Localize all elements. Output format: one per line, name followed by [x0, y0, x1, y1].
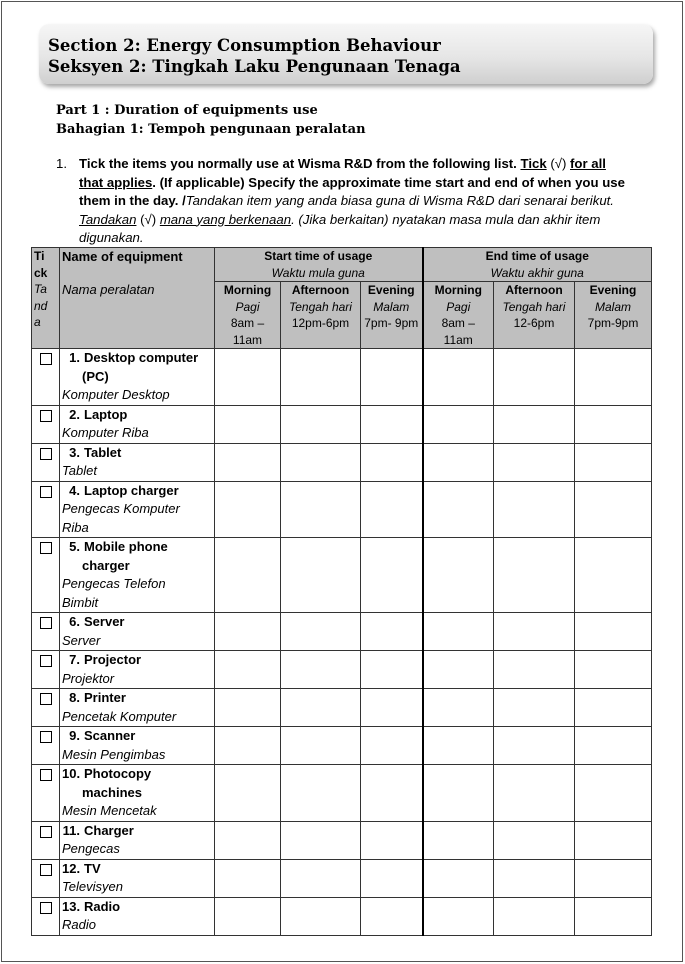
item-checkbox[interactable] — [40, 486, 52, 498]
equipment-name — [62, 444, 212, 463]
end-time-entry-2[interactable] — [494, 689, 575, 727]
equipment-name-ms: Tablet — [62, 463, 97, 478]
slot-ms: Malam — [373, 299, 410, 314]
start-time-entry-1[interactable] — [215, 897, 281, 935]
end-time-entry-1[interactable] — [423, 727, 494, 765]
table-header-row-1 — [32, 248, 652, 282]
table-row — [32, 613, 652, 651]
start-time-entry-3[interactable] — [361, 538, 423, 613]
equipment-number: 12. — [62, 860, 81, 876]
equipment-name-ms: Komputer Desktop — [62, 387, 170, 402]
equipment-name-cell — [60, 727, 215, 765]
equipment-name-en-cont: machines — [82, 784, 142, 800]
equipment-name-cell — [60, 538, 215, 613]
end-time-entry-2[interactable] — [494, 897, 575, 935]
equipment-name-en: TV — [84, 860, 101, 876]
end-time-entry-2[interactable] — [494, 613, 575, 651]
end-time-entry-1[interactable] — [423, 405, 494, 443]
start-time-entry-3[interactable] — [361, 405, 423, 443]
start-time-entry-2[interactable] — [281, 727, 361, 765]
equipment-name — [62, 482, 212, 501]
question-ms-tick: Tandakan — [79, 211, 137, 227]
slot-time: 8am – 11am — [230, 316, 265, 347]
section-banner — [39, 24, 653, 84]
equipment-name-en: Server — [84, 614, 125, 629]
end-time-entry-1[interactable] — [423, 821, 494, 859]
start-time-entry-2[interactable] — [281, 689, 361, 727]
table-row — [32, 651, 652, 689]
equipment-name-ms: Pengecas Komputer — [62, 501, 180, 516]
end-time-entry-1[interactable] — [423, 651, 494, 689]
start-time-entry-2[interactable] — [281, 405, 361, 443]
equipment-name-ms: Radio — [62, 917, 96, 932]
start-time-entry-2[interactable] — [281, 538, 361, 613]
tick-header-en: Ti ck — [34, 249, 48, 280]
question-ms-part1: Tandakan item yang anda biasa guna di Wisma R&D dari senarai berikut. — [185, 193, 614, 208]
start-time-entry-2[interactable] — [281, 821, 361, 859]
end-time-entry-2[interactable] — [494, 821, 575, 859]
equipment-name-ms: Projektor — [62, 670, 115, 686]
equipment-number: 13. — [62, 898, 81, 914]
table-row — [32, 897, 652, 935]
start-time-entry-3[interactable] — [361, 765, 423, 822]
equipment-number: 6. — [69, 614, 80, 629]
start-time-entry-3[interactable] — [361, 443, 423, 481]
question-ms-tick-mark: (√) — [136, 211, 160, 227]
end-time-entry-1[interactable] — [423, 349, 494, 406]
document-page — [1, 1, 683, 962]
item-checkbox[interactable] — [40, 353, 52, 365]
question-1 — [56, 155, 626, 248]
equipment-number: 7. — [69, 652, 80, 667]
start-time-entry-1[interactable] — [215, 481, 281, 538]
start-time-entry-1[interactable] — [215, 538, 281, 613]
start-header-en: Start time of usage — [264, 249, 373, 263]
section-title-en: Section 2: Energy Consumption Behaviour — [48, 36, 441, 55]
equipment-number: 10. — [62, 766, 81, 781]
slot-en: Afternoon — [291, 283, 350, 297]
start-time-entry-1[interactable] — [215, 613, 281, 651]
end-time-entry-1[interactable] — [423, 765, 494, 822]
slot-ms: Tengah hari — [289, 299, 352, 314]
end-time-entry-1[interactable] — [423, 443, 494, 481]
table-row — [32, 405, 652, 443]
end-slot-header-1 — [423, 282, 494, 349]
start-time-entry-3[interactable] — [361, 349, 423, 406]
tick-cell — [32, 405, 60, 443]
table-row — [32, 689, 652, 727]
equipment-name — [62, 822, 212, 841]
table-row — [32, 481, 652, 538]
table-row — [32, 859, 652, 897]
start-time-entry-1[interactable] — [215, 349, 281, 406]
equipment-name-ms: Pengecas Telefon — [62, 576, 166, 591]
end-time-entry-3[interactable] — [575, 349, 652, 406]
end-time-entry-3[interactable] — [575, 613, 652, 651]
equipment-name — [62, 860, 212, 879]
slot-time: 8am – 11am — [441, 316, 475, 347]
item-checkbox[interactable] — [40, 448, 52, 460]
tick-cell — [32, 538, 60, 613]
end-time-entry-3[interactable] — [575, 481, 652, 538]
end-time-entry-3[interactable] — [575, 897, 652, 935]
start-time-entry-1[interactable] — [215, 727, 281, 765]
question-en-tick-mark: (√) — [546, 156, 571, 171]
slot-time: 12-6pm — [513, 316, 555, 330]
equipment-name-cell — [60, 765, 215, 822]
equipment-number: 11. — [62, 822, 80, 838]
table-row — [32, 538, 652, 613]
equipment-name-cell — [60, 897, 215, 935]
equipment-name-en: Laptop — [84, 406, 128, 422]
equipment-name-en: Laptop charger — [84, 482, 179, 498]
slot-ms: Tengah hari — [502, 299, 566, 314]
start-slot-header-2 — [281, 282, 361, 349]
start-time-entry-3[interactable] — [361, 727, 423, 765]
start-time-entry-2[interactable] — [281, 349, 361, 406]
question-number: 1. — [56, 156, 67, 171]
question-ms-apply: mana yang berkenaan — [159, 211, 292, 227]
end-time-entry-1[interactable] — [423, 897, 494, 935]
end-time-entry-2[interactable] — [494, 405, 575, 443]
equipment-name — [62, 349, 212, 386]
start-time-entry-2[interactable] — [281, 481, 361, 538]
tick-cell — [32, 443, 60, 481]
end-time-entry-3[interactable] — [575, 538, 652, 613]
end-time-entry-1[interactable] — [423, 613, 494, 651]
end-time-entry-3[interactable] — [575, 689, 652, 727]
item-checkbox[interactable] — [40, 410, 52, 422]
end-slot-header-3 — [575, 282, 652, 349]
part-title-en: Part 1 : Duration of equipments use — [56, 103, 318, 118]
slot-ms: Pagi — [446, 299, 471, 314]
table-row — [32, 443, 652, 481]
start-time-header — [215, 248, 423, 282]
end-time-entry-2[interactable] — [494, 859, 575, 897]
equipment-name-en: Charger — [84, 822, 134, 838]
equipment-name-ms: Komputer Riba — [62, 425, 149, 440]
equipment-name-en: Printer — [84, 690, 126, 705]
end-header-ms: Waktu akhir guna — [490, 265, 584, 280]
item-checkbox[interactable] — [40, 864, 52, 876]
equipment-name — [62, 406, 212, 425]
end-time-entry-1[interactable] — [423, 689, 494, 727]
equipment-name-ms: Server — [62, 632, 101, 648]
end-time-entry-3[interactable] — [575, 765, 652, 822]
tick-cell — [32, 821, 60, 859]
item-checkbox[interactable] — [40, 826, 52, 838]
start-time-entry-1[interactable] — [215, 821, 281, 859]
tick-header-ms: Ta nd a — [34, 282, 48, 329]
start-time-entry-2[interactable] — [281, 613, 361, 651]
equipment-name-ms: Televisyen — [62, 879, 123, 894]
equipment-name-en: Projector — [84, 652, 142, 667]
start-time-entry-3[interactable] — [361, 481, 423, 538]
end-time-entry-3[interactable] — [575, 651, 652, 689]
start-time-entry-1[interactable] — [215, 765, 281, 822]
end-time-entry-1[interactable] — [423, 481, 494, 538]
equipment-name-cell — [60, 689, 215, 727]
equipment-name — [62, 898, 212, 917]
tick-cell — [32, 727, 60, 765]
end-time-entry-2[interactable] — [494, 727, 575, 765]
start-time-entry-3[interactable] — [361, 821, 423, 859]
tick-cell — [32, 349, 60, 406]
tick-cell — [32, 651, 60, 689]
equipment-name-cell — [60, 405, 215, 443]
part-heading — [56, 101, 366, 139]
tick-cell — [32, 897, 60, 935]
end-time-entry-2[interactable] — [494, 443, 575, 481]
start-time-entry-3[interactable] — [361, 897, 423, 935]
equipment-name-en-cont: charger — [82, 557, 130, 573]
start-time-entry-3[interactable] — [361, 651, 423, 689]
end-time-entry-1[interactable] — [423, 538, 494, 613]
equipment-name — [62, 613, 212, 632]
equipment-name — [62, 727, 212, 746]
slot-time: 7pm- 9pm — [364, 316, 419, 330]
equipment-name-cell — [60, 349, 215, 406]
tick-cell — [32, 859, 60, 897]
equipment-name-en: Desktop computer — [84, 350, 199, 365]
slot-en: Afternoon — [505, 283, 563, 297]
question-en-part2: . (If applicable) Specify the approximate time start and end of when you use them in the day. / — [79, 174, 625, 208]
item-checkbox[interactable] — [40, 655, 52, 667]
start-time-entry-1[interactable] — [215, 689, 281, 727]
equipment-number: 3. — [69, 444, 80, 460]
part-title-ms: Bahagian 1: Tempoh pengunaan peralatan — [56, 122, 366, 137]
table-row — [32, 821, 652, 859]
end-time-entry-3[interactable] — [575, 821, 652, 859]
equipment-number: 8. — [69, 690, 80, 705]
equipment-table-body — [32, 349, 652, 936]
item-checkbox[interactable] — [40, 902, 52, 914]
equipment-number: 4. — [69, 482, 80, 498]
end-time-entry-1[interactable] — [423, 859, 494, 897]
end-time-entry-2[interactable] — [494, 349, 575, 406]
equipment-name-en: Scanner — [84, 728, 136, 743]
start-time-entry-2[interactable] — [281, 651, 361, 689]
equipment-name-cell — [60, 651, 215, 689]
slot-en: Morning — [223, 283, 272, 297]
start-header-ms: Waktu mula guna — [271, 265, 365, 280]
equipment-name-en: Tablet — [84, 444, 122, 460]
start-time-entry-1[interactable] — [215, 405, 281, 443]
equipment-number: 1. — [69, 350, 80, 365]
item-checkbox[interactable] — [40, 731, 52, 743]
end-slot-header-2 — [494, 282, 575, 349]
tick-cell — [32, 689, 60, 727]
tick-cell — [32, 613, 60, 651]
equipment-name-cell — [60, 613, 215, 651]
start-time-entry-2[interactable] — [281, 897, 361, 935]
question-text — [79, 155, 626, 248]
start-time-entry-2[interactable] — [281, 443, 361, 481]
equipment-name-cell — [60, 481, 215, 538]
start-time-entry-3[interactable] — [361, 689, 423, 727]
start-slot-header-3 — [361, 282, 423, 349]
question-en-tick: Tick — [520, 156, 547, 171]
start-time-entry-2[interactable] — [281, 859, 361, 897]
equipment-name-cell — [60, 821, 215, 859]
equipment-name-en: Photocopy — [84, 766, 152, 781]
tick-cell — [32, 765, 60, 822]
question-en-part1: Tick the items you normally use at Wisma R&D from the following list. — [79, 156, 521, 171]
slot-en: Evening — [589, 283, 637, 297]
question-ms-part2: . (Jika berkaitan) nyatakan masa mula dan akhir item digunakan. — [79, 211, 601, 245]
name-header-en: Name of equipment — [62, 249, 183, 264]
end-time-entry-2[interactable] — [494, 651, 575, 689]
equipment-name-en-cont: (PC) — [82, 368, 109, 384]
equipment-name-cell — [60, 443, 215, 481]
equipment-name-en: Mobile phone — [84, 539, 168, 554]
end-header-en: End time of usage — [485, 249, 589, 263]
tick-cell — [32, 481, 60, 538]
table-row — [32, 349, 652, 406]
start-time-entry-1[interactable] — [215, 859, 281, 897]
table-row — [32, 727, 652, 765]
equipment-name-ms-cont: Riba — [62, 519, 89, 535]
question-en-all: for all that applies — [79, 156, 606, 190]
item-checkbox[interactable] — [40, 769, 52, 781]
equipment-name — [62, 651, 212, 670]
slot-en: Morning — [434, 283, 482, 297]
start-time-entry-2[interactable] — [281, 765, 361, 822]
table-row — [32, 765, 652, 822]
item-checkbox[interactable] — [40, 542, 52, 554]
end-time-entry-3[interactable] — [575, 727, 652, 765]
item-checkbox[interactable] — [40, 693, 52, 705]
slot-ms: Pagi — [235, 299, 260, 314]
slot-time: 12pm-6pm — [291, 316, 350, 330]
equipment-number: 2. — [69, 406, 80, 422]
end-time-header — [423, 248, 652, 282]
equipment-name-ms: Pengecas — [62, 841, 120, 856]
end-time-entry-2[interactable] — [494, 538, 575, 613]
start-time-entry-3[interactable] — [361, 859, 423, 897]
equipment-name-ms-cont: Bimbit — [62, 594, 99, 610]
name-header — [60, 248, 215, 349]
end-time-entry-2[interactable] — [494, 765, 575, 822]
equipment-name-cell — [60, 859, 215, 897]
equipment-number: 5. — [69, 539, 80, 554]
section-title-ms: Seksyen 2: Tingkah Laku Pengunaan Tenaga — [48, 57, 461, 76]
equipment-name — [62, 689, 212, 708]
tick-header — [32, 248, 60, 349]
end-time-entry-2[interactable] — [494, 481, 575, 538]
equipment-name — [62, 765, 212, 802]
equipment-name — [62, 538, 212, 575]
end-time-entry-3[interactable] — [575, 859, 652, 897]
start-time-entry-1[interactable] — [215, 651, 281, 689]
start-slot-header-1 — [215, 282, 281, 349]
name-header-ms: Nama peralatan — [62, 281, 155, 297]
start-time-entry-1[interactable] — [215, 443, 281, 481]
equipment-name-ms: Mesin Mencetak — [62, 803, 157, 818]
end-time-entry-3[interactable] — [575, 443, 652, 481]
slot-time: 7pm-9pm — [587, 316, 639, 330]
equipment-name-en: Radio — [84, 898, 121, 914]
equipment-table — [31, 247, 652, 936]
slot-ms: Malam — [595, 299, 632, 314]
end-time-entry-3[interactable] — [575, 405, 652, 443]
equipment-number: 9. — [69, 728, 80, 743]
equipment-name-ms: Pencetak Komputer — [62, 708, 177, 724]
item-checkbox[interactable] — [40, 617, 52, 629]
equipment-name-ms: Mesin Pengimbas — [62, 746, 166, 762]
start-time-entry-3[interactable] — [361, 613, 423, 651]
slot-en: Evening — [367, 283, 415, 297]
